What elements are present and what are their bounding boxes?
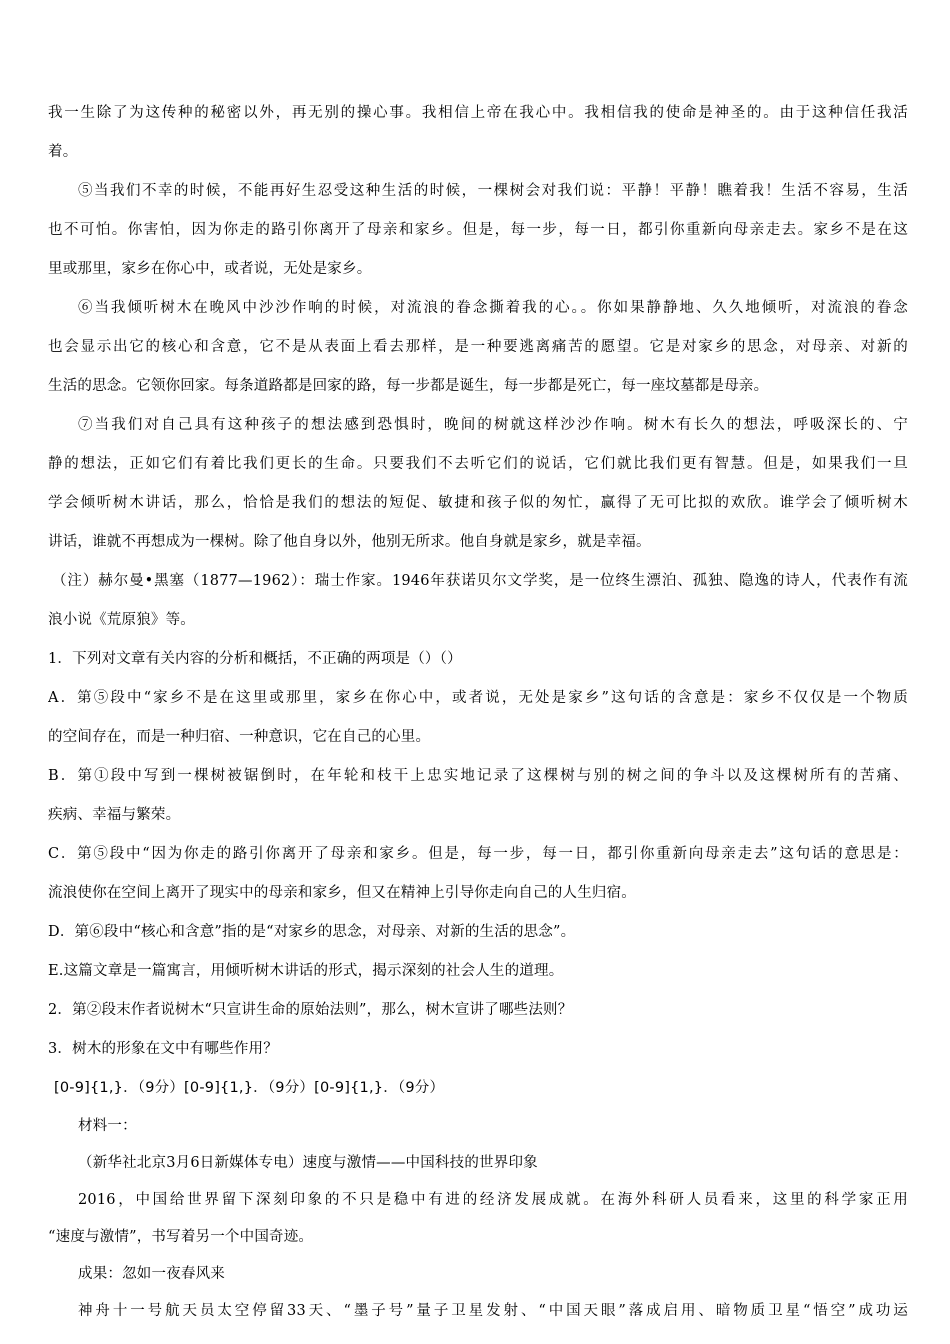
section-header: [0-9]{1,}．（9分）[0-9]{1,}．（9分）[0-9]{1,}．（9分）	[54, 1080, 445, 1096]
question-stem: 1．下列对文章有关内容的分析和概括，不正确的两项是（）（）	[48, 651, 462, 667]
option-e: E.这篇文章是一篇寓言，用倾听树木讲话的形式，揭示深刻的社会人生的道理。	[48, 963, 564, 979]
passage-paragraph-7	[48, 406, 908, 562]
passage-paragraph-6	[48, 289, 908, 406]
text-line: 着。	[48, 144, 78, 160]
text-line: 我一生除了为这传种的秘密以外，再无别的操心事。我相信上帝在我心中。我相信我的使命是神圣的。由于这种信任我活	[48, 105, 908, 121]
text-line: A．第⑤段中“家乡不是在这里或那里，家乡在你心中，或者说，无处是家乡”这句话的含意是：家乡不仅仅是一个物质	[48, 690, 908, 706]
author-note	[48, 562, 908, 640]
material-label: 材料一：	[78, 1118, 137, 1134]
option-c	[48, 835, 908, 913]
text-line: ⑥当我倾听树木在晚风中沙沙作响的时候，对流浪的眷念撕着我的心。。你如果静静地、久久地倾听，对流浪的眷念	[78, 300, 908, 316]
option-b	[48, 757, 908, 835]
material-subhead: 成果：忽如一夜春风来	[78, 1266, 225, 1282]
text-line: 静的想法，正如它们有着比我们更长的生命。只要我们不去听它们的说话，它们就比我们更有智慧。但是，如果我们一旦	[48, 456, 908, 472]
question-3: 3．树木的形象在文中有哪些作用？	[48, 1041, 278, 1057]
text-line: ⑤当我们不幸的时候，不能再好生忍受这种生活的时候，一棵树会对我们说：平静！平静！瞧着我！生活不容易，生活	[78, 183, 908, 199]
text-line: 讲话，谁就不再想成为一棵树。除了他自身以外，他别无所求。他自身就是家乡，就是幸福。	[48, 534, 651, 550]
text-line: 疾病、幸福与繁荣。	[48, 807, 181, 823]
document-page	[48, 94, 908, 1330]
text-line: B．第①段中写到一棵树被锯倒时，在年轮和枝干上忠实地记录了这棵树与别的树之间的争斗以及这棵树所有的苦痛、	[48, 768, 908, 784]
text-line: 学会倾听树木讲话，那么，恰恰是我们的想法的短促、敏捷和孩子似的匆忙，赢得了无可比拟的欢欣。谁学会了倾听树木	[48, 495, 908, 511]
question-1	[48, 640, 908, 991]
option-d: D．第⑥段中“核心和含意”指的是“对家乡的思念，对母亲、对新的生活的思念”。	[48, 924, 576, 940]
text-line: 生活的思念。它领你回家。每条道路都是回家的路，每一步都是诞生，每一步都是死亡，每一座坟墓都是母亲。	[48, 378, 769, 394]
text-line: 2016，中国给世界留下深刻印象的不只是稳中有进的经济发展成就。在海外科研人员看来，这里的科学家正用	[78, 1192, 908, 1208]
text-line: 也不可怕。你害怕，因为你走的路引你离开了母亲和家乡。但是，每一步，每一日，都引你重新向母亲走去。家乡不是在这	[48, 222, 908, 238]
text-line: ⑦当我们对自己具有这种孩子的想法感到恐惧时，晚间的树就这样沙沙作响。树木有长久的想法，呼吸深长的、宁	[78, 417, 908, 433]
text-line: “速度与激情”，书写着另一个中国奇迹。	[48, 1229, 314, 1245]
text-line: 浪小说《荒原狼》等。	[48, 612, 195, 628]
text-line: （注）赫尔曼•黑塞（1877—1962）：瑞士作家。1946年获诺贝尔文学奖，是一位终生漂泊、孤独、隐逸的诗人，代表作有流	[52, 573, 908, 589]
material-headline: （新华社北京3月6日新媒体专电）速度与激情——中国科技的世界印象	[78, 1155, 538, 1171]
option-a	[48, 679, 908, 757]
passage-paragraph-4-tail	[48, 94, 908, 172]
text-line: 里或那里，家乡在你心中，或者说，无处是家乡。	[48, 261, 372, 277]
question-2: 2．第②段末作者说树木“只宣讲生命的原始法则”，那么，树木宣讲了哪些法则？	[48, 1002, 573, 1018]
passage-paragraph-5	[48, 172, 908, 289]
text-line: 也会显示出它的核心和含意，它不是从表面上看去那样，是一种要逃离痛苦的愿望。它是对家乡的思念，对母亲、对新的	[48, 339, 908, 355]
text-line: 流浪使你在空间上离开了现实中的母亲和家乡，但又在精神上引导你走向自己的人生归宿。	[48, 885, 636, 901]
text-line: C．第⑤段中“因为你走的路引你离开了母亲和家乡。但是，每一步，每一日，都引你重新向母亲走去”这句话的意思是：	[48, 846, 908, 862]
text-line: 神舟十一号航天员太空停留33天、“墨子号”量子卫星发射、“中国天眼”落成启用、暗物质卫星“悟空”成功运	[78, 1303, 908, 1319]
text-line: 的空间存在，而是一种归宿、一种意识，它在自己的心里。	[48, 729, 431, 745]
material-one	[48, 1108, 908, 1330]
